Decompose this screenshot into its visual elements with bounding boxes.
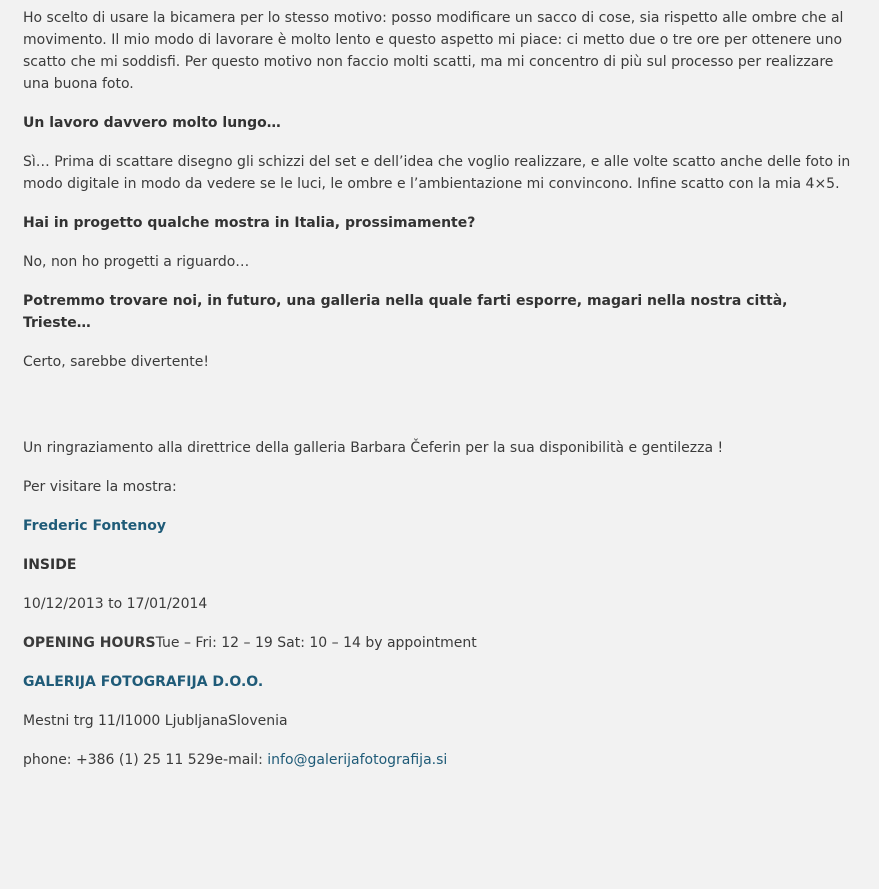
contact-line <box>23 749 859 771</box>
thanks-text: Un ringraziamento alla direttrice della galleria Barbara Čeferin per la sua disponibilità e gentilezza ! <box>23 440 724 456</box>
interview-question: Potremmo trovare noi, in futuro, una galleria nella quale farti esporre, magari nella nostra città, Trieste… <box>23 293 788 331</box>
interview-question: Hai in progetto qualche mostra in Italia, prossimamente? <box>23 215 476 231</box>
exhibition-dates: 10/12/2013 to 17/01/2014 <box>23 596 208 612</box>
gallery-name[interactable]: GALERIJA FOTOGRAFIJA D.O.O. <box>23 674 264 690</box>
visit-intro: Per visitare la mostra: <box>23 479 177 495</box>
artist-name[interactable]: Frederic Fontenoy <box>23 518 166 534</box>
gallery-address: Mestni trg 11/I1000 LjubljanaSlovenia <box>23 713 288 729</box>
answer-paragraph: Ho scelto di usare la bicamera per lo stesso motivo: posso modificare un sacco di cose, sia rispetto alle ombre che al movimento. Il mio modo di lavorare è molto lento e questo aspetto mi piace: ci metto due o tre ore per ottenere uno scatto che mi soddisfi. Per questo motivo non faccio molti scatti, ma mi concentro di più sul processo per realizzare una buona foto. <box>23 10 844 92</box>
interview-question: Un lavoro davvero molto lungo… <box>23 115 281 131</box>
answer-paragraph: Certo, sarebbe divertente! <box>23 354 209 370</box>
artist-link[interactable] <box>23 515 859 537</box>
answer-paragraph: Sì… Prima di scattare disegno gli schizzi del set e dell’idea che voglio realizzare, e alle volte scatto anche delle foto in modo digitale in modo da vedere se le luci, le ombre e l’ambientazione mi convincono. Infine scatto con la mia 4×5. <box>23 154 851 192</box>
contact-prefix: phone: +386 (1) 25 11 529e-mail: <box>23 752 268 768</box>
spacer <box>23 390 859 437</box>
opening-hours-value: Tue – Fri: 12 – 19 Sat: 10 – 14 by appointment <box>155 635 477 651</box>
gallery-link[interactable] <box>23 671 859 693</box>
answer-paragraph: No, non ho progetti a riguardo… <box>23 254 250 270</box>
email-link[interactable]: info@galerijafotografija.si <box>267 752 448 768</box>
opening-hours <box>23 632 859 654</box>
exhibition-title: INSIDE <box>23 557 77 573</box>
opening-hours-label: OPENING HOURS <box>23 635 156 651</box>
